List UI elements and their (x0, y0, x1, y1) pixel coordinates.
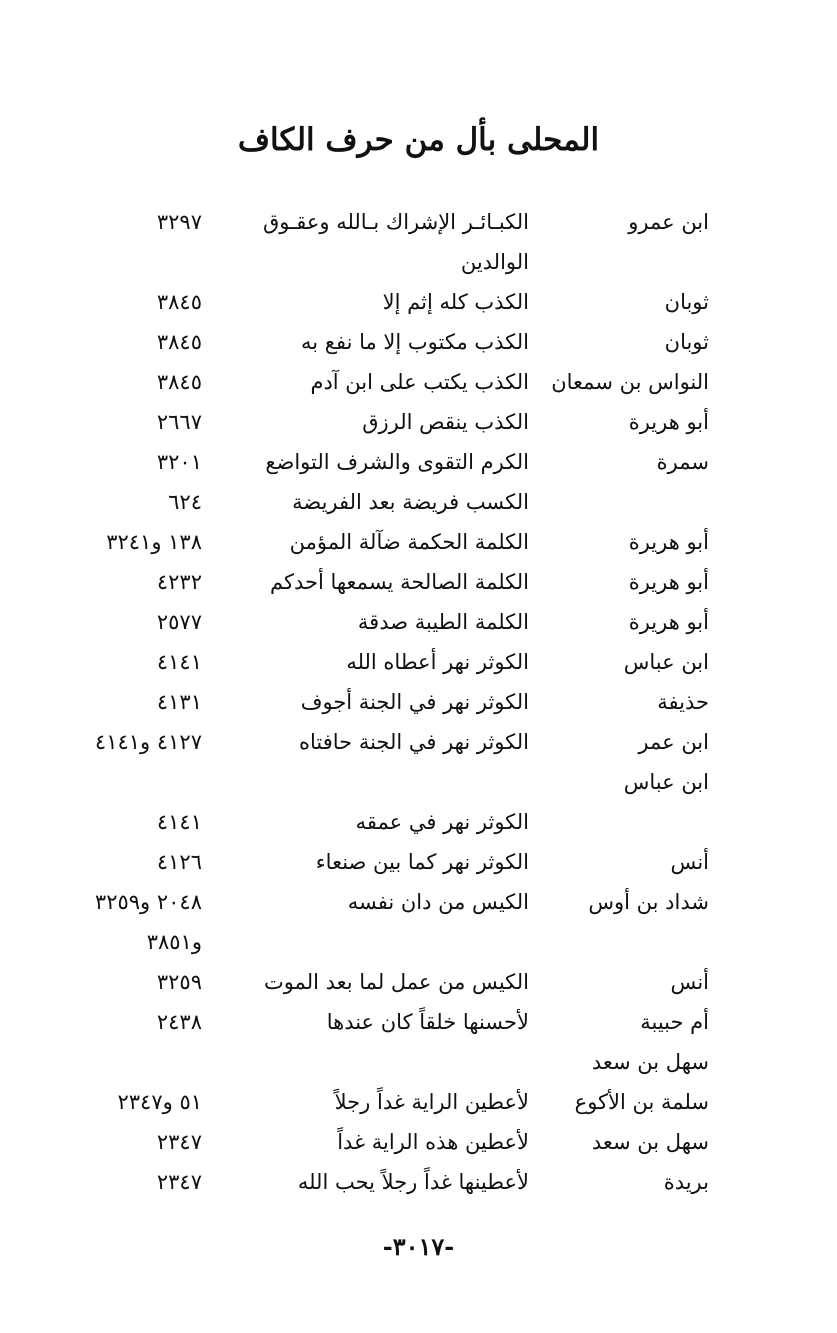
narrator: ابن عباس (623, 770, 709, 794)
index-row (0, 482, 837, 522)
narrator: أبو هريرة (628, 410, 709, 434)
index-row (0, 842, 837, 882)
narrator: ابن عمرو (628, 210, 709, 234)
reference-numbers: ٢٥٧٧ (156, 610, 202, 634)
reference-numbers: ٣٨٤٥ (156, 330, 202, 354)
reference-numbers: ٢٠٤٨ و٣٢٥٩ (94, 890, 202, 914)
hadith-text: الكوثر نهر في الجنة أجوف (300, 690, 529, 714)
index-table (0, 202, 837, 1202)
index-row (0, 562, 837, 602)
index-row (0, 922, 837, 962)
narrator: ابن عباس (623, 650, 709, 674)
reference-numbers: ٣٢٥٩ (156, 970, 202, 994)
index-row (0, 1122, 837, 1162)
hadith-text: الكوثر نهر أعطاه الله (346, 650, 529, 674)
narrator: أنس (670, 970, 709, 994)
hadith-text: الكيس من عمل لما بعد الموت (263, 970, 529, 994)
hadith-text: الكسب فريضة بعد الفريضة (292, 490, 529, 514)
hadith-text: الكوثر نهر كما بين صنعاء (315, 850, 529, 874)
index-row (0, 962, 837, 1002)
index-row (0, 802, 837, 842)
reference-numbers: ٤١٤١ (156, 810, 202, 834)
index-row (0, 522, 837, 562)
narrator: سلمة بن الأكوع (574, 1090, 709, 1114)
reference-numbers: ١٣٨ و٣٢٤١ (106, 530, 202, 554)
reference-numbers: ٣٢٠١ (156, 450, 202, 474)
index-row (0, 1162, 837, 1202)
narrator: حذيفة (657, 690, 709, 714)
hadith-text: الكذب كله إثم إلا (382, 290, 529, 314)
reference-numbers: ٢٣٤٧ (156, 1170, 202, 1194)
index-row (0, 322, 837, 362)
index-row (0, 242, 837, 282)
narrator: أبو هريرة (628, 570, 709, 594)
index-row (0, 642, 837, 682)
index-row (0, 1042, 837, 1082)
hadith-text: الكوثر نهر في الجنة حافتاه (298, 730, 529, 754)
hadith-text: لأعطين هذه الراية غداً (337, 1130, 529, 1154)
narrator: سهل بن سعد (591, 1130, 709, 1154)
reference-numbers: ٤١٤١ (156, 650, 202, 674)
hadith-text: لأحسنها خلقاً كان عندها (326, 1010, 529, 1034)
hadith-text: الكرم التقوى والشرف التواضع (265, 450, 529, 474)
index-row (0, 1002, 837, 1042)
index-row (0, 202, 837, 242)
narrator: سهل بن سعد (591, 1050, 709, 1074)
narrator: أم حبيبة (640, 1010, 709, 1034)
reference-numbers: ٤١٢٧ و٤١٤١ (94, 730, 202, 754)
index-row (0, 402, 837, 442)
narrator: ثوبان (664, 330, 709, 354)
hadith-text: الوالدين (460, 250, 529, 274)
narrator: أبو هريرة (628, 610, 709, 634)
narrator: أنس (670, 850, 709, 874)
index-row (0, 722, 837, 762)
index-row (0, 602, 837, 642)
hadith-text: الكيس من دان نفسه (347, 890, 529, 914)
page-title: المحلى بأل من حرف الكاف (237, 122, 600, 158)
reference-numbers: ٤١٢٦ (156, 850, 202, 874)
hadith-text: لأعطين الراية غداً رجلاً (334, 1090, 529, 1114)
reference-numbers: ٥١ و٢٣٤٧ (117, 1090, 202, 1114)
index-row (0, 882, 837, 922)
hadith-text: الكذب ينقص الرزق (362, 410, 529, 434)
narrator: سمرة (656, 450, 709, 474)
hadith-text: لأعطينها غداً رجلاً يحب الله (297, 1170, 529, 1194)
hadith-text: الكلمة الصالحة يسمعها أحدكم (269, 570, 529, 594)
hadith-text: الكلمة الطيبة صدقة (357, 610, 529, 634)
reference-numbers: ٣٨٤٥ (156, 290, 202, 314)
narrator: شداد بن أوس (588, 890, 709, 914)
narrator: بريدة (663, 1170, 709, 1194)
index-row (0, 362, 837, 402)
narrator: أبو هريرة (628, 530, 709, 554)
hadith-text: الكذب مكتوب إلا ما نفع به (300, 330, 529, 354)
reference-numbers: ٦٢٤ (168, 490, 202, 514)
page-number: -٣٠١٧- (382, 1232, 455, 1261)
index-row (0, 442, 837, 482)
reference-numbers: ٢٣٤٧ (156, 1130, 202, 1154)
hadith-text: الكوثر نهر في عمقه (355, 810, 529, 834)
narrator: النواس بن سمعان (551, 370, 709, 394)
reference-numbers: ٢٦٦٧ (156, 410, 202, 434)
narrator: ثوبان (664, 290, 709, 314)
hadith-text: الكذب يكتب على ابن آدم (310, 370, 529, 394)
reference-numbers: ٢٤٣٨ (156, 1010, 202, 1034)
reference-numbers: ٣٢٩٧ (156, 210, 202, 234)
index-row (0, 282, 837, 322)
hadith-text: الكلمة الحكمة ضآلة المؤمن (289, 530, 529, 554)
index-row (0, 762, 837, 802)
narrator: ابن عمر (638, 730, 709, 754)
reference-numbers: ٤١٣١ (156, 690, 202, 714)
index-row (0, 1082, 837, 1122)
hadith-text: الكبـائـر الإشراك بـالله وعقـوق (262, 210, 529, 234)
reference-numbers: ٣٨٤٥ (156, 370, 202, 394)
reference-numbers: و٣٨٥١ (146, 930, 202, 954)
reference-numbers: ٤٢٣٢ (156, 570, 202, 594)
index-row (0, 682, 837, 722)
